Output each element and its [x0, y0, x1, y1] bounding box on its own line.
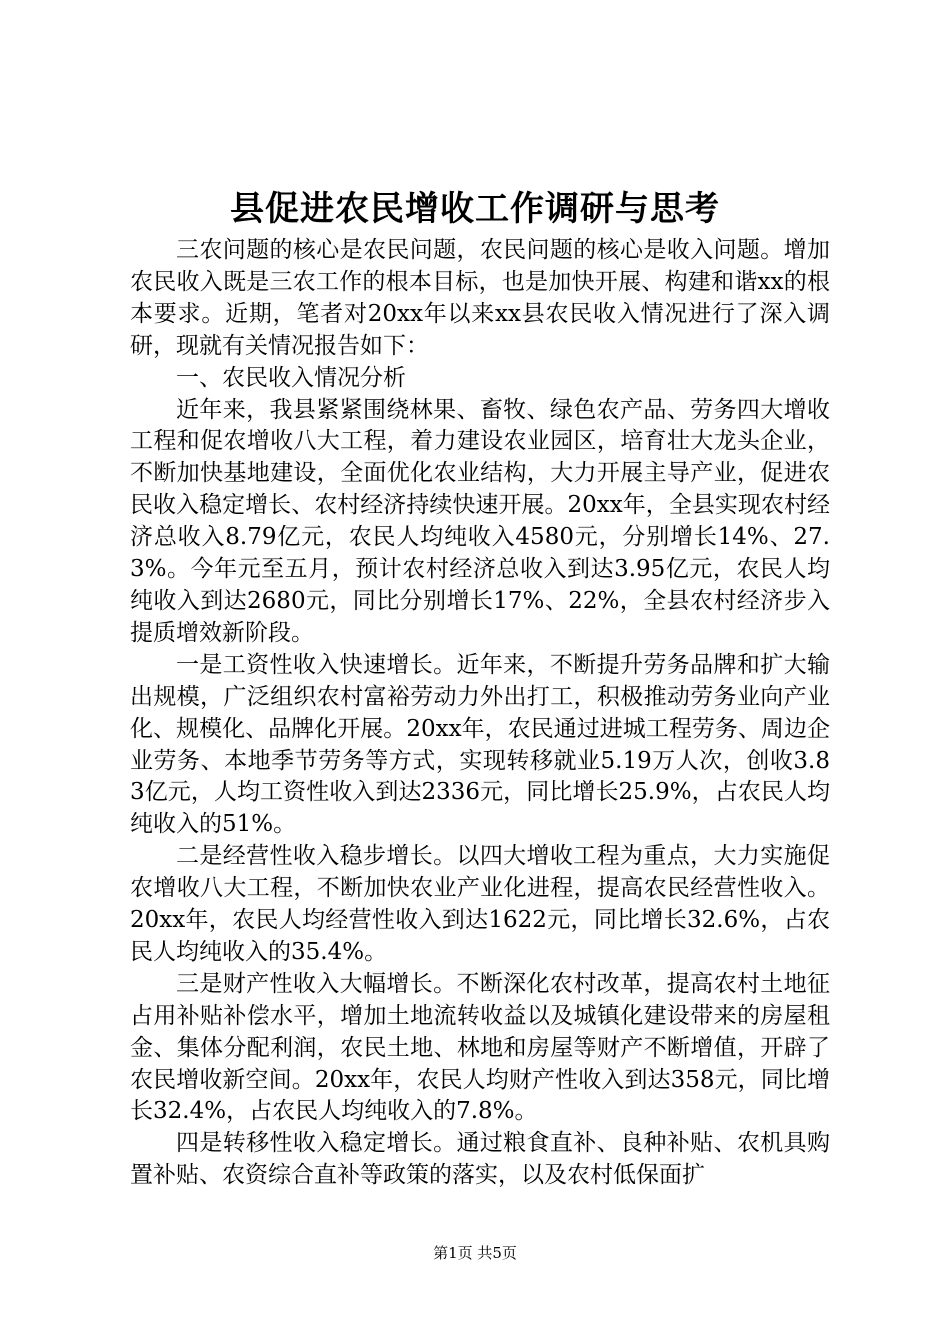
document-body: [130, 235, 830, 1192]
analysis-paragraph: 近年来，我县紧紧围绕林果、畜牧、绿色农产品、劳务四大增收工程和促农增收八大工程，着力建设农业园区，培育壮大龙头企业，不断加快基地建设，全面优化农业结构，大力开展主导产业，促进农民收入稳定增长、农村经济持续快速开展。20xx年，全县实现农村经济总收入8.79亿元，农民人均纯收入4580元，分别增长14%、27.3%。今年元至五月，预计农村经济总收入到达3.95亿元，农民人均纯收入到达2680元，同比分别增长17%、22%，全县农村经济步入提质增效新阶段。: [130, 396, 830, 646]
document-title: 县促进农民增收工作调研与思考: [230, 189, 720, 229]
section-heading: 一、农民收入情况分析: [176, 364, 406, 391]
property-income-paragraph: 三是财产性收入大幅增长。不断深化农村改革，提高农村土地征占用补贴补偿水平，增加土地流转收益以及城镇化建设带来的房屋租金、集体分配利润，农民土地、林地和房屋等财产不断增值，开辟了农民增收新空间。20xx年，农民人均财产性收入到达358元，同比增长32.4%，占农民人均纯收入的7.8%。: [130, 970, 830, 1125]
intro-paragraph: 三农问题的核心是农民问题，农民问题的核心是收入问题。增加农民收入既是三农工作的根本目标，也是加快开展、构建和谐xx的根本要求。近期，笔者对20xx年以来xx县农民收入情况进行了深入调研，现就有关情况报告如下：: [130, 237, 830, 359]
transfer-income-paragraph: 四是转移性收入稳定增长。通过粮食直补、良种补贴、农机具购置补贴、农资综合直补等政策的落实，以及农村低保面扩: [130, 1130, 830, 1189]
wage-income-paragraph: 一是工资性收入快速增长。近年来，不断提升劳务品牌和扩大输出规模，广泛组织农村富裕劳动力外出打工，积极推动劳务业向产业化、规模化、品牌化开展。20xx年，农民通过进城工程劳务、周边企业劳务、本地季节劳务等方式，实现转移就业5.19万人次，创收3.83亿元，人均工资性收入到达2336元，同比增长25.9%，占农民人均纯收入的51%。: [130, 651, 830, 838]
business-income-paragraph: 二是经营性收入稳步增长。以四大增收工程为重点，大力实施促农增收八大工程，不断加快农业产业化进程，提高农民经营性收入。20xx年，农民人均经营性收入到达1622元，同比增长32.6%，占农民人均纯收入的35.4%。: [130, 843, 830, 965]
page-footer: 第1页 共5页: [433, 1244, 517, 1262]
